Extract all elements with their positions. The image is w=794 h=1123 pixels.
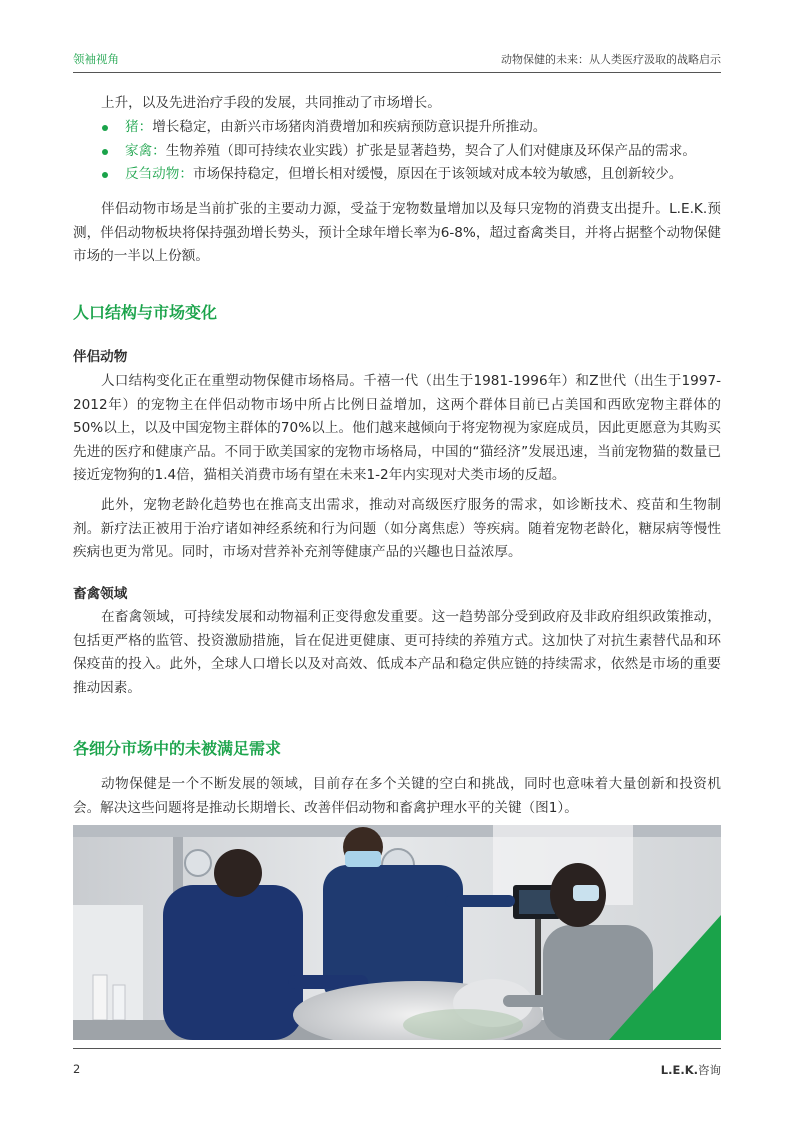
page-number: 2 [73, 1062, 81, 1076]
section-heading-demographics: 人口结构与市场变化 [73, 303, 218, 322]
bullet-term: 家禽： [125, 142, 166, 159]
footer-brand [661, 1062, 721, 1078]
intro-continuation: 上升，以及先进治疗手段的发展，共同推动了市场增长。 [101, 95, 441, 111]
footer-brand-suffix: 咨询 [698, 1063, 721, 1077]
bullet-item-pig [73, 116, 721, 140]
bullet-text: 市场保持稳定，但增长相对缓慢，原因在于该领域对成本较为敏感，且创新较少。 [192, 166, 683, 182]
section-heading-unmet-needs: 各细分市场中的未被满足需求 [73, 739, 282, 758]
paragraph-demographics: 人口结构变化正在重塑动物保健市场格局。千禧一代（出生于1981-1996年）和Z世代（出生于1997-2012年）的宠物主在伴侣动物市场中所占比例日益增加，这两个群体目前已占美国和西欧宠物主群体的50%以上，以及中国宠物主群体的70%以上。他们越来越倾向于将宠物视为家庭成员，因此更愿意为其购买先进的医疗和健康产品。不同于欧美国家的宠物市场格局，中国的“猫经济”发展迅速，当前宠物猫的数量已接近宠物狗的1.4倍，猫相关消费市场有望在未来1-2年内实现对犬类市场的反超。 [73, 373, 721, 483]
bullet-term: 反刍动物： [125, 166, 193, 182]
footer-divider [73, 1048, 721, 1049]
paragraph-companion-market: 伴侣动物市场是当前扩张的主要动力源，受益于宠物数量增加以及每只宠物的消费支出提升。L.E.K.预测，伴侣动物板块将保持强劲增长势头，预计全球年增长率为6-8%，超过畜禽类目，并将占据整个动物保健市场的一半以上份额。 [73, 201, 721, 264]
veterinary-clinic-photo [73, 825, 721, 1040]
segment-bullet-list [73, 116, 721, 187]
bullet-text: 增长稳定，由新兴市场猪肉消费增加和疾病预防意识提升所推动。 [152, 119, 547, 135]
bullet-dot-icon [102, 149, 108, 155]
bullet-term: 猪： [125, 119, 153, 135]
paragraph-unmet-needs: 动物保健是一个不断发展的领域，目前存在多个关键的空白和挑战，同时也意味着大量创新和投资机会。解决这些问题将是推动长期增长、改善伴侣动物和畜禽护理水平的关键（图1）。 [73, 776, 721, 816]
subheading-livestock: 畜禽领域 [73, 586, 128, 602]
bullet-item-poultry [73, 140, 721, 164]
header-section-label: 领袖视角 [73, 52, 119, 66]
bullet-text: 生物养殖（即可持续农业实践）扩张是显著趋势，契合了人们对健康及环保产品的需求。 [165, 142, 696, 159]
header-divider [73, 72, 721, 73]
subheading-companion-animals: 伴侣动物 [73, 349, 128, 365]
bullet-item-ruminant [73, 163, 721, 187]
bullet-dot-icon [102, 172, 108, 178]
header-document-title: 动物保健的未来：从人类医疗汲取的战略启示 [501, 53, 721, 66]
footer-brand-name: L.E.K. [660, 1063, 698, 1077]
paragraph-livestock: 在畜禽领域，可持续发展和动物福利正变得愈发重要。这一趋势部分受到政府及非政府组织政策推动，包括更严格的监管、投资激励措施，旨在促进更健康、更可持续的养殖方式。这加快了对抗生素替代品和环保疫苗的投入。此外，全球人口增长以及对高效、低成本产品和稳定供应链的持续需求，依然是市场的重要推动因素。 [73, 609, 721, 696]
bullet-dot-icon [102, 125, 108, 131]
paragraph-pet-aging: 此外，宠物老龄化趋势也在推高支出需求，推动对高级医疗服务的需求，如诊断技术、疫苗和生物制剂。新疗法正被用于治疗诸如神经系统和行为问题（如分离焦虑）等疾病。随着宠物老龄化，糖尿病等慢性疾病也更为常见。同时，市场对营养补充剂等健康产品的兴趣也日益浓厚。 [73, 497, 721, 560]
